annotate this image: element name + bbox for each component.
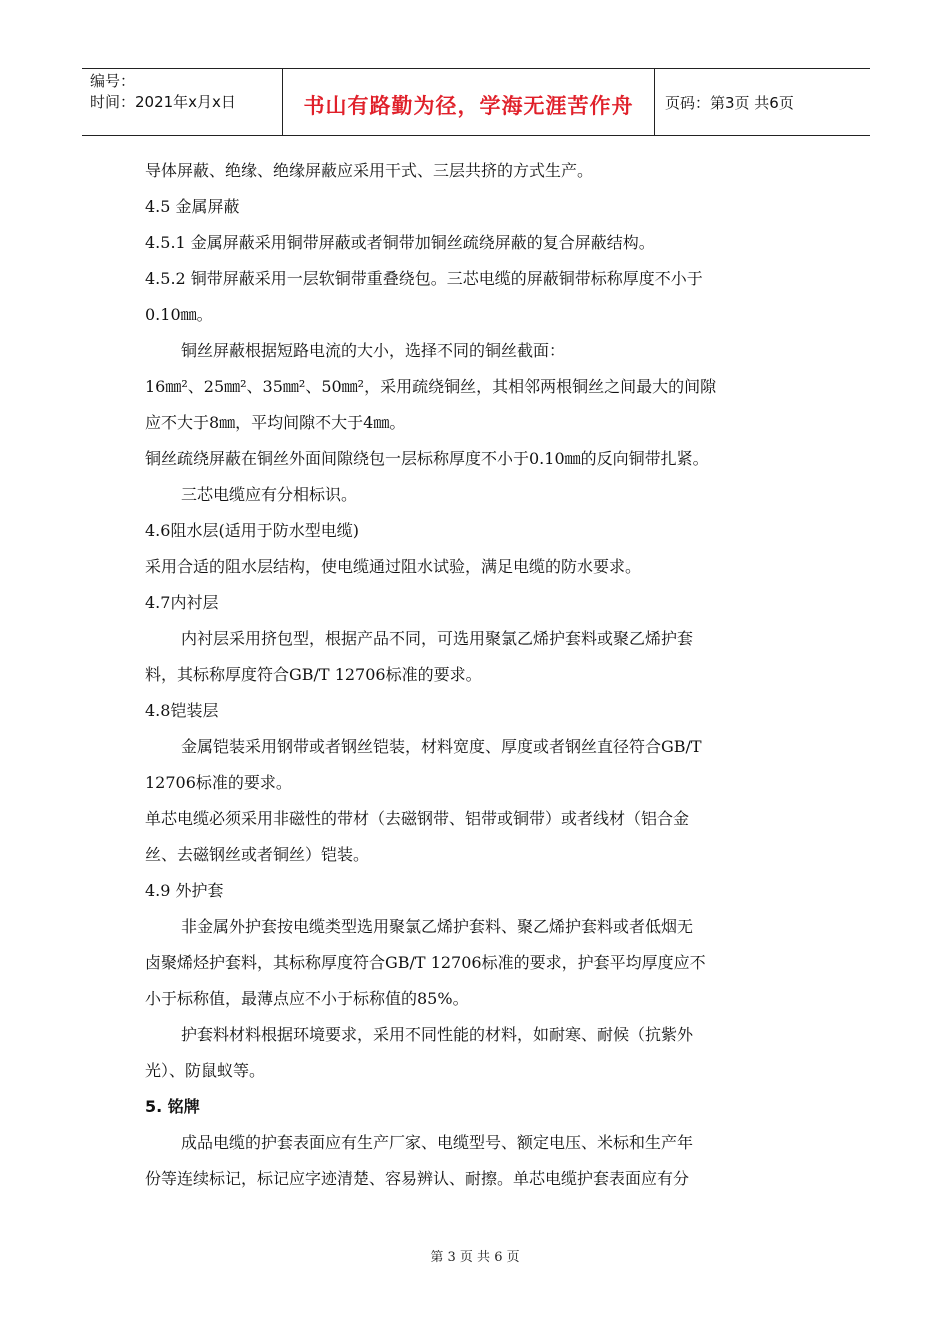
paragraph: 采用合适的阻水层结构，使电缆通过阻水试验，满足电缆的防水要求。 [145, 557, 642, 576]
page-info: 页码：第3页 共6页 [665, 93, 794, 112]
paragraph: 非金属外护套按电缆类型选用聚氯乙烯护套料、聚乙烯护套料或者低烟无 [181, 917, 694, 936]
section-heading-4-5: 4.5 金属屏蔽 [145, 197, 240, 216]
paragraph: 单芯电缆必须采用非磁性的带材（去磁钢带、铝带或铜带）或者线材（铝合金 [145, 809, 690, 828]
header-page-cell [655, 69, 870, 135]
paragraph: 铜丝屏蔽根据短路电流的大小，选择不同的铜丝截面： [181, 341, 566, 360]
page-footer [0, 1246, 950, 1265]
paragraph: 内衬层采用挤包型，根据产品不同，可选用聚氯乙烯护套料或聚乙烯护套 [181, 629, 694, 648]
header-meta [82, 69, 282, 135]
section-heading-4-8: 4.8铠装层 [145, 701, 219, 720]
paragraph: 金属铠装采用钢带或者钢丝铠装，材料宽度、厚度或者钢丝直径符合GB/T [181, 737, 702, 756]
paragraph: 铜丝疏绕屏蔽在铜丝外面间隙绕包一层标称厚度不小于0.10㎜的反向铜带扎紧。 [145, 449, 709, 468]
section-heading-4-9: 4.9 外护套 [145, 881, 224, 900]
paragraph: 份等连续标记，标记应字迹清楚、容易辨认、耐擦。单芯电缆护套表面应有分 [145, 1169, 690, 1188]
paragraph: 导体屏蔽、绝缘、绝缘屏蔽应采用干式、三层共挤的方式生产。 [145, 161, 594, 180]
section-heading-4-7: 4.7内衬层 [145, 593, 219, 612]
number-label: 编号： [90, 72, 136, 90]
paragraph: 成品电缆的护套表面应有生产厂家、电缆型号、额定电压、米标和生产年 [181, 1133, 694, 1152]
header-motto-cell [282, 69, 655, 135]
footer-page-number: 第 3 页 共 6 页 [430, 1250, 520, 1265]
document-body [145, 153, 825, 1197]
paragraph: 16㎜²、25㎜²、35㎜²、50㎜²，采用疏绕铜丝，其相邻两根铜丝之间最大的间隙 [145, 377, 717, 396]
section-heading-5: 5. 铭牌 [145, 1097, 200, 1116]
page-header [82, 68, 870, 136]
paragraph: 4.5.1 金属屏蔽采用铜带屏蔽或者铜带加铜丝疏绕屏蔽的复合屏蔽结构。 [145, 233, 655, 252]
paragraph: 光）、防鼠蚁等。 [145, 1061, 266, 1080]
paragraph: 三芯电缆应有分相标识。 [181, 485, 358, 504]
paragraph: 卤聚烯烃护套料，其标称厚度符合GB/T 12706标准的要求，护套平均厚度应不 [145, 953, 706, 972]
paragraph: 应不大于8㎜，平均间隙不大于4㎜。 [145, 413, 406, 432]
date-label: 时间：2021年x月x日 [90, 93, 236, 111]
paragraph: 护套料材料根据环境要求，采用不同性能的材料，如耐寒、耐候（抗紫外 [181, 1025, 694, 1044]
paragraph: 小于标称值，最薄点应不小于标称值的85%。 [145, 989, 469, 1008]
paragraph: 12706标准的要求。 [145, 773, 292, 792]
section-heading-4-6: 4.6阻水层(适用于防水型电缆) [145, 521, 359, 540]
paragraph: 料，其标称厚度符合GB/T 12706标准的要求。 [145, 665, 482, 684]
paragraph: 4.5.2 铜带屏蔽采用一层软铜带重叠绕包。三芯电缆的屏蔽铜带标称厚度不小于 [145, 269, 703, 288]
paragraph: 0.10㎜。 [145, 305, 213, 324]
motto-text: 书山有路勤为径，学海无涯苦作舟 [303, 94, 634, 118]
paragraph: 丝、去磁钢丝或者铜丝）铠装。 [145, 845, 370, 864]
